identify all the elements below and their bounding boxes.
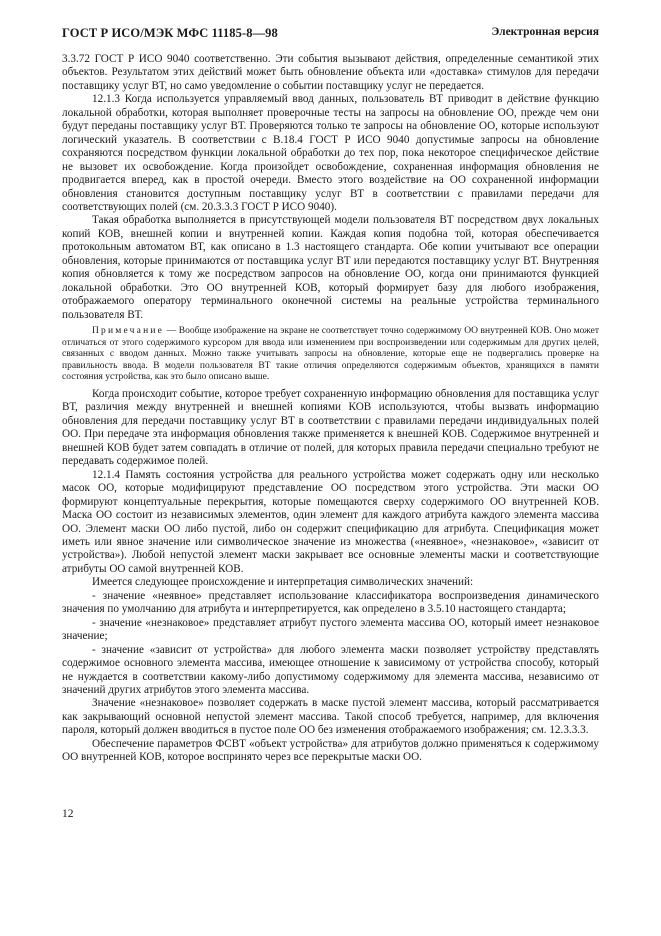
header-version-label: Электронная версия — [491, 26, 599, 38]
paragraph-12-1-3: 12.1.3 Когда используется управляемый ввод данных, пользователь ВТ приводит в действие функцию локальной обработки, которая выполняет проверочные тесты на запросы на обновление ОО, прежде чем они будут переданы поставщику услуг ВТ. Проверяются только те запросы на обновление ОО, которые используют логический указатель. В соответствии с В.18.4 ГОСТ Р ИСО 9040 допустимые запросы на обновление сохраняются посредством функции локальной обработки до тех пор, пока некоторое специфическое действие не вызовет их освобождение. Когда произойдет освобождение, сохраненная информация обновления не продвигается вперед, как в простой очереди. Вместо этого воздействие на ОО сохраненной информации обновления становится доступным поставщику услуг ВТ в соответствии с правилами передачи для соответствующих полей (см. 20.3.3.3 ГОСТ Р ИСО 9040). — [62, 93, 599, 213]
header-standard-number: ГОСТ Р ИСО/МЭК МФС 11185-8—98 — [62, 26, 278, 40]
paragraph-processing: Такая обработка выполняется в присутствующей модели пользователя ВТ посредством двух локальных копий КОВ, внешней копии и внутренней копии. Каждая копия подобна той, которая обеспечивается протокольным автоматом ВТ, как описано в 1.3 настоящего стандарта. Обе копии учитывают все операции обновления, которые принимаются от поставщика услуг ВТ или передаются поставщику услуг ВТ. Внутренняя копия обновляется к тому же посредством запросов на обновление ОО, когда они принимаются функцией локальной обработки. Это ОО внутренней КОВ, который формирует базу для любого изображения, отображаемого оператору терминального оконечной системы на реальные устройства терминального пользователя ВТ. — [62, 214, 599, 321]
note-text: — Вообще изображение на экране не соответствует точно содержимому ОО внутренней КОВ. Оно может отличаться от этого содержимого курсором для ввода или изменением при воспроизведении или содержимым для других целей, связанных с вводом данных. Можно также учитывать запросы на обновление, которые еще не подвергались проверке на правильность ввода. В модели пользователя ВТ такие отличия определяются содержимым объектов, хранящихся в памяти состояния устройства, как это было описано выше. — [62, 326, 599, 383]
paragraph-12-1-4: 12.1.4 Память состояния устройства для реального устройства может содержать одну или несколько масок ОО, которые модифицируют представление ОО посредством этого устройства. Эти маски ОО формируют концептуальные перекрытия, которые помещаются сверху содержимого ОО внутренней КОВ. Маска ОО состоит из независимых элементов, один элемент для каждого атрибута каждого элемента массива ОО. Элемент маски ОО либо пустой, либо он содержит спецификацию для атрибута. Спецификация может иметь или явное значение или символическое значение из множества («неявное», «незнаковое», «зависит от устройства»). Любой непустой элемент маски закрывает все основные элементы маски и соответствующие атрибуты ОО самой внутренней КОВ. — [62, 468, 599, 575]
list-item-implicit: - значение «неявное» представляет использование классификатора воспроизведения динамического значения по умолчанию для атрибута и интерпретируется, как определено в 3.5.10 настоящего стандарта; — [62, 589, 599, 616]
paragraph-nonsign-value: Значение «незнаковое» позволяет содержать в маске пустой элемент массива, который рассматривается как закрывающий основной непустой элемент массива. Такой способ требуется, например, для включения пароля, который должен вводиться в пустое поле ОО без изменения отображаемого изображения; см. 12.3.3.3. — [62, 697, 599, 737]
paragraph-symbolic-intro: Имеется следующее происхождение и интерпретация символических значений: — [92, 576, 474, 589]
paragraph-params: Обеспечение параметров ФСВТ «объект устройства» для атрибутов должно применяться к содержимому ОО внутренней КОВ, которое воспринято через все перекрытые маски ОО. — [62, 737, 599, 764]
page-number: 12 — [62, 808, 74, 820]
paragraph-3-3-72: 3.3.72 ГОСТ Р ИСО 9040 соответственно. Эти события вызывают действия, определенные семантикой этих объектов. Результатом этих действий может быть обновление объекта или «доставка» стимулов для передачи поставщику услуг ВТ, но само уведомление о событии поставщику услуг не передается. — [62, 53, 599, 92]
list-item-device-dependent: - значение «зависит от устройства» для любого элемента маски позволяет устройству представлять содержимое основного элемента массива, имеющее отношение к зависимому от устройства способу, который не нуждается в соответствии какому-либо допустимому содержимому для элемента массива, независимо от значений других атрибутов этого элемента массива. — [62, 643, 599, 696]
body-text — [62, 53, 599, 765]
note-label: Примечание — [92, 326, 165, 337]
list-item-nonsign: - значение «незнаковое» представляет атрибут пустого элемента массива ОО, который имеет незнаковое значение; — [62, 616, 599, 643]
note — [62, 326, 599, 384]
paragraph-event: Когда происходит событие, которое требует сохраненную информацию обновления для поставщика услуг ВТ, различия между внутренней и внешней копиями КОВ используются, чтобы вызвать информацию обновления для передачи поставщику услуг ВТ в соответствии с правилами передачи индивидуальных полей ОО. При передаче эта информация обновления также применяется к внешней КОВ. Содержимое внутренней и внешней КОВ будет затем совпадать в отличие от полей, для которых правила передачи специально требуют не передавать содержимое полей. — [62, 388, 599, 468]
